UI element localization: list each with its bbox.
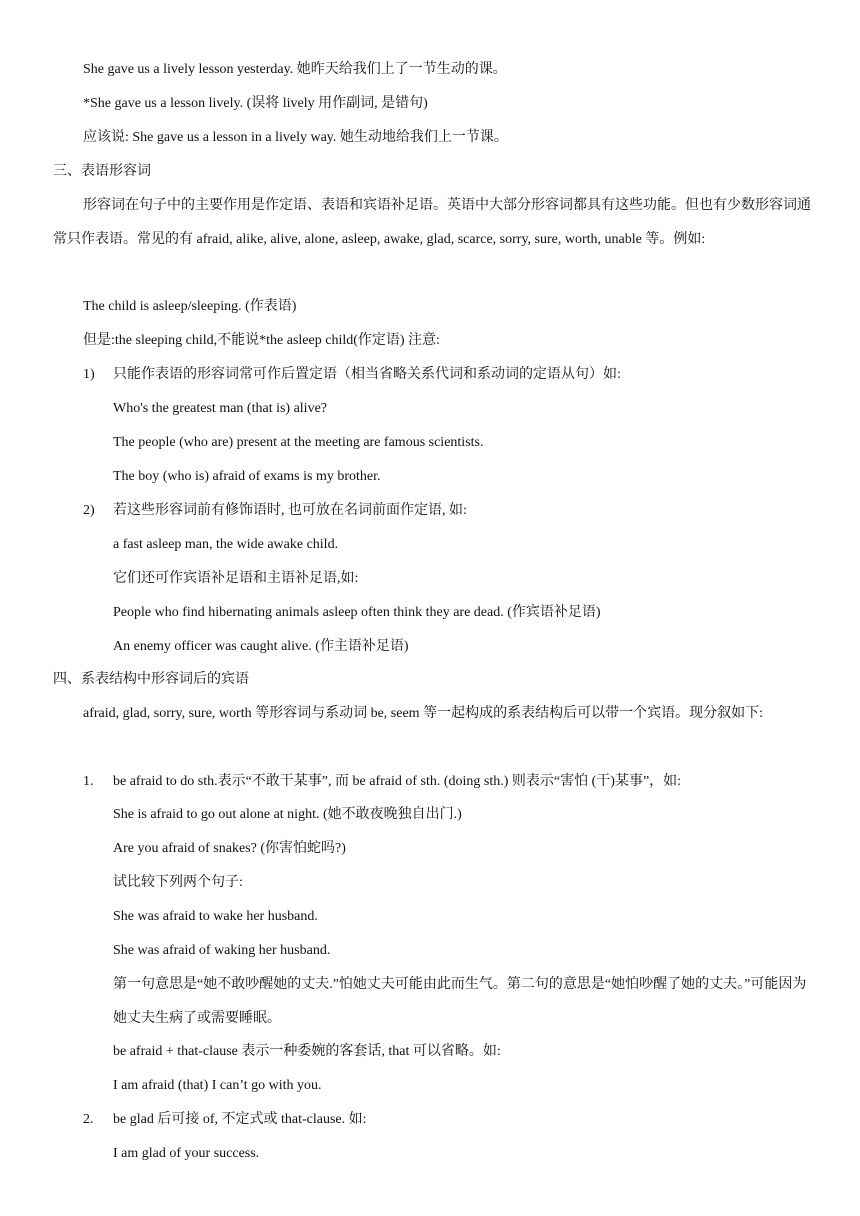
example-sentence: 试比较下列两个句子: (113, 875, 243, 890)
example-sentence: 应该说: She gave us a lesson in a lively way. 她生动地给我们上一节课。 (83, 130, 508, 145)
list-number: 1) (83, 367, 95, 382)
example-sentence: 但是:the sleeping child,不能说*the asleep child(作定语) 注意: (83, 333, 440, 348)
list-item-text: be afraid to do sth.表示“不敢干某事”, 而 be afraid of sth. (doing sth.) 则表示“害怕 (干)某事”，如: (113, 774, 682, 789)
example-sentence: I am afraid (that) I can’t go with you. (113, 1078, 322, 1093)
example-sentence: a fast asleep man, the wide awake child. (113, 537, 339, 552)
paragraph: 形容词在句子中的主要作用是作定语、表语和宾语补足语。英语中大部分形容词都具有这些功能。但也有少数形容词通常只作表语。常见的有 afraid, alike, alive, alone, asleep, awake, glad, scarce, sorry, sure, worth, unable 等。例如: (53, 198, 811, 247)
example-sentence: 它们还可作宾语补足语和主语补足语,如: (113, 571, 359, 586)
example-sentence: She gave us a lively lesson yesterday. 她昨天给我们上了一节生动的课。 (83, 62, 507, 77)
example-sentence: Who's the greatest man (that is) alive? (113, 401, 327, 416)
example-sentence: be afraid + that-clause 表示一种委婉的客套话, that 可以省略。如: (113, 1044, 501, 1059)
section-heading: 三、表语形容词 (53, 164, 151, 179)
example-sentence: People who find hibernating animals asleep often think they are dead. (作宾语补足语) (113, 605, 601, 620)
example-sentence: *She gave us a lesson lively. (误将 lively 用作副词, 是错句) (83, 96, 428, 111)
example-sentence: An enemy officer was caught alive. (作主语补足语) (113, 639, 409, 654)
list-number: 2) (83, 503, 95, 518)
list-item-text: 只能作表语的形容词常可作后置定语（相当省略关系代词和系动词的定语从句）如: (113, 367, 621, 382)
example-sentence: I am glad of your success. (113, 1146, 260, 1161)
example-sentence: The child is asleep/sleeping. (作表语) (83, 299, 297, 314)
example-sentence: Are you afraid of snakes? (你害怕蛇吗?) (113, 841, 346, 856)
list-number: 2. (83, 1112, 94, 1127)
paragraph: 第一句意思是“她不敢吵醒她的丈夫.”怕她丈夫可能由此而生气。第二句的意思是“她怕吵醒了她的丈夫。”可能因为她丈夫生病了或需要睡眠。 (113, 977, 807, 1026)
section-heading: 四、系表结构中形容词后的宾语 (53, 672, 249, 687)
example-sentence: She was afraid of waking her husband. (113, 943, 331, 958)
list-item-text: be glad 后可接 of, 不定式或 that-clause. 如: (113, 1112, 367, 1127)
example-sentence: She was afraid to wake her husband. (113, 909, 318, 924)
list-item-text: 若这些形容词前有修饰语时, 也可放在名词前面作定语, 如: (113, 503, 467, 518)
list-number: 1. (83, 774, 94, 789)
example-sentence: The boy (who is) afraid of exams is my brother. (113, 469, 381, 484)
example-sentence: The people (who are) present at the meeting are famous scientists. (113, 435, 484, 450)
example-sentence: She is afraid to go out alone at night. (她不敢夜晚独自出门.) (113, 807, 462, 822)
paragraph: afraid, glad, sorry, sure, worth 等形容词与系动词 be, seem 等一起构成的系表结构后可以带一个宾语。现分叙如下: (83, 706, 763, 721)
